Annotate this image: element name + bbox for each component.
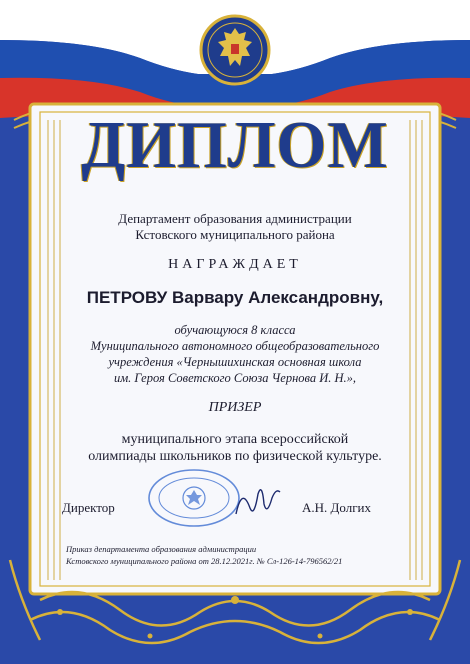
prize-label: ПРИЗЕР: [208, 400, 262, 415]
official-stamp: [146, 468, 242, 528]
director-signature: [232, 480, 284, 520]
awards-label: НАГРАЖДАЕТ: [168, 257, 302, 272]
competition-line-2: олимпиады школьников по физической культуре.: [88, 449, 382, 464]
recipient-name: ПЕТРОВУ Варвару Александровну,: [86, 288, 384, 307]
issuer-line-1: Департамент образования администрации: [118, 211, 352, 226]
student-line-3: учреждения «Чернышихинская основная школа: [108, 355, 362, 369]
student-line-1: обучающуюся 8 класса: [174, 323, 296, 337]
student-line-4: им. Героя Советского Союза Чернова И. Н.»,: [113, 371, 357, 385]
student-line-2: Муниципального автономного общеобразовательного: [90, 339, 380, 353]
director-title: Директор: [62, 500, 115, 515]
issuer-line-2: Кстовского муниципального района: [135, 227, 335, 242]
competition-line-1: муниципального этапа всероссийской: [121, 432, 349, 447]
order-line-2: Кстовского муниципального района от 28.12.2021г. № Сл-126-14-796562/21: [66, 556, 343, 566]
coat-of-arms-emblem: [198, 14, 272, 86]
diploma-title: ДИПЛОМ: [81, 107, 389, 182]
order-line-1: Приказ департамента образования администрации: [66, 544, 257, 554]
director-name: А.Н. Долгих: [302, 500, 371, 515]
